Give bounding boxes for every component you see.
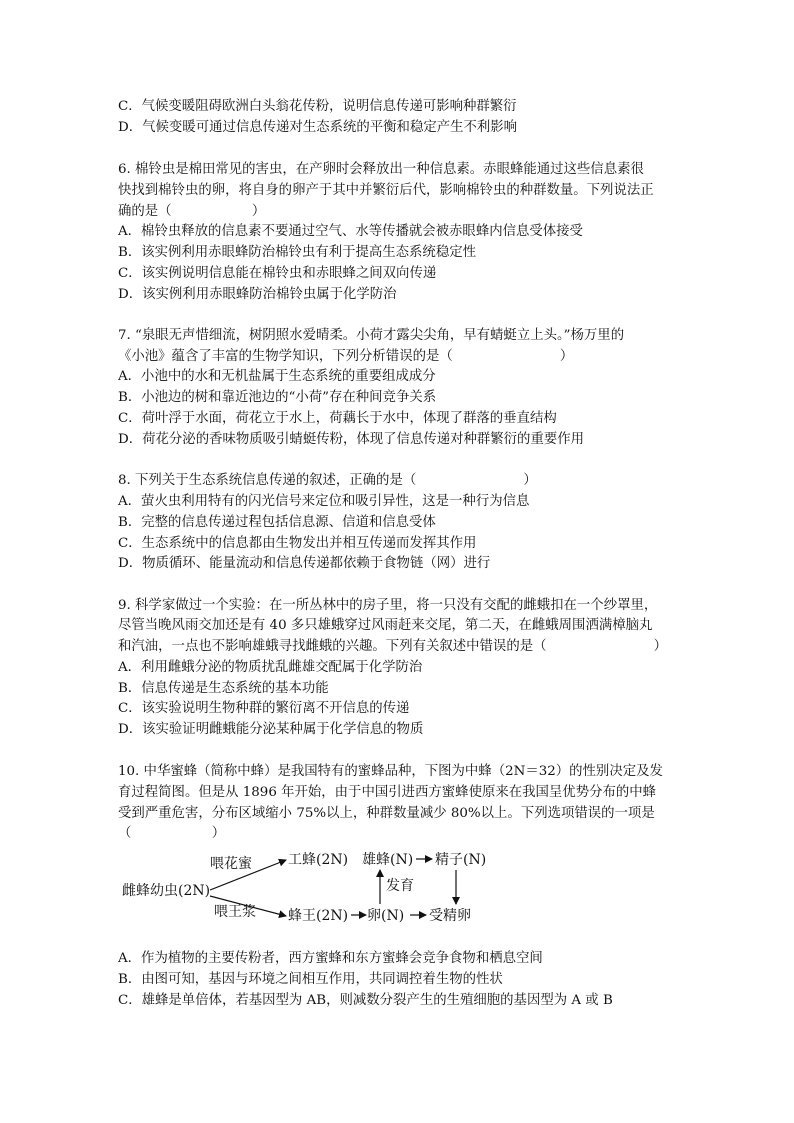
q9-stem-line-3: 和汽油，一点也不影响雄蛾寻找雌蛾的兴趣。下列有关叙述中错误的是（ ） <box>118 639 668 654</box>
q9-option-d: D．该实验证明雌蛾能分泌某种属于化学信息的物质 <box>118 722 424 737</box>
q6-option-c: C．该实例说明信息能在棉铃虫和赤眼蜂之间双向传递 <box>118 266 437 281</box>
worker-label: 工蜂(2N) <box>288 852 349 868</box>
q8-option-b: B．完整的信息传递过程包括信息源、信道和信息受体 <box>118 515 436 530</box>
queen-label: 蜂王(2N) <box>288 908 349 924</box>
q7-option-a: A．小池中的水和无机盐属于生态系统的重要组成成分 <box>118 369 436 384</box>
sperm-label: 精子(N) <box>435 852 487 868</box>
q10-stem-line-3: 受到严重危害，分布区域缩小 75%以上，种群数量减少 80%以上。下列选项错误的一项是 <box>118 806 655 821</box>
q6-option-d: D．该实例利用赤眼蜂防治棉铃虫属于化学防治 <box>118 287 397 302</box>
q9-option-a: A．利用雌蛾分泌的物质扰乱雌雄交配属于化学防治 <box>118 660 423 675</box>
q8-option-c: C．生态系统中的信息都由生物发出并相互传递而发挥其作用 <box>118 536 477 551</box>
feed-jelly-label: 喂王浆 <box>214 904 256 920</box>
fertilized-egg-label: 受精卵 <box>429 908 471 924</box>
q8-option-a: A．萤火虫利用特有的闪光信号来定位和吸引异性，这是一种行为信息 <box>118 494 530 509</box>
q10-stem-line-1: 10. 中华蜜蜂（简称中蜂）是我国特有的蜜蜂品种，下图为中蜂（2N＝32）的性别决定及发 <box>118 764 663 779</box>
q10-stem-line-4: （ ） <box>118 826 226 841</box>
q10-stem-line-2: 育过程简图。但是从 1896 年开始，由于中国引进西方蜜蜂使原来在我国呈优势分布的中蜂 <box>118 785 657 800</box>
q6-option-a: A．棉铃虫释放的信息素不要通过空气、水等传播就会被赤眼蜂内信息受体接受 <box>118 224 583 239</box>
bee-development-diagram <box>118 846 518 926</box>
feed-nectar-label: 喂花蜜 <box>210 856 252 872</box>
q7-option-d: D．荷花分泌的香味物质吸引蜻蜓传粉，体现了信息传递对种群繁衍的重要作用 <box>118 432 585 447</box>
q10-option-c: C．雄蜂是单倍体，若基因型为 AB，则减数分裂产生的生殖细胞的基因型为 A 或 B <box>118 993 613 1008</box>
q9-option-b: B．信息传递是生态系统的基本功能 <box>118 681 329 696</box>
q7-stem-line-2: 《小池》蕴含了丰富的生物学知识，下列分析错误的是（ ） <box>118 349 574 364</box>
q9-option-c: C．该实验说明生物种群的繁衍离不开信息的传递 <box>118 701 410 716</box>
q6-stem-line-3: 确的是（ ） <box>118 204 266 219</box>
q7-stem-line-1: 7. “泉眼无声惜细流，树阴照水爱晴柔。小荷才露尖尖角，早有蜻蜓立上头。”杨万里的 <box>118 328 625 343</box>
larva-label: 雌蜂幼虫(2N) <box>122 883 211 899</box>
q9-stem-line-1: 9. 科学家做过一个实验：在一所丛林中的房子里，将一只没有交配的雌蛾扣在一个纱罩里， <box>118 598 658 613</box>
egg-label: 卵(N) <box>367 908 405 924</box>
q6-option-b: B．该实例利用赤眼蜂防治棉铃虫有利于提高生态系统稳定性 <box>118 245 476 260</box>
q5-option-d: D．气候变暖可通过信息传递对生态系统的平衡和稳定产生不利影响 <box>118 120 518 135</box>
q5-option-c: C．气候变暖阻碍欧洲白头翁花传粉，说明信息传递可影响种群繁衍 <box>118 99 517 114</box>
q9-stem-line-2: 尽管当晚风雨交加还是有 40 多只雄蛾穿过风雨赶来交尾，第二天，在雌蛾周围洒满樟脑丸 <box>118 618 653 633</box>
q10-option-a: A．作为植物的主要传粉者，西方蜜蜂和东方蜜蜂会竞争食物和栖息空间 <box>118 951 543 966</box>
q6-stem-line-2: 快找到棉铃虫的卵，将自身的卵产于其中并繁衍后代，影响棉铃虫的种群数量。下列说法正 <box>118 183 654 198</box>
q7-option-b: B．小池边的树和靠近池边的“小荷”存在种间竞争关系 <box>118 390 437 405</box>
drone-label: 雄蜂(N) <box>362 852 414 868</box>
q10-option-b: B．由图可知，基因与环境之间相互作用，共同调控着生物的性状 <box>118 972 503 987</box>
q8-stem-line-1: 8. 下列关于生态系统信息传递的叙述，正确的是（ ） <box>118 473 537 488</box>
q8-option-d: D．物质循环、能量流动和信息传递都依赖于食物链（网）进行 <box>118 556 491 571</box>
develop-label: 发育 <box>386 878 414 894</box>
q7-option-c: C．荷叶浮于水面，荷花立于水上，荷藕长于水中，体现了群落的垂直结构 <box>118 411 557 426</box>
q6-stem-line-1: 6. 棉铃虫是棉田常见的害虫，在产卵时会释放出一种信息素。赤眼蜂能通过这些信息素很 <box>118 162 644 177</box>
